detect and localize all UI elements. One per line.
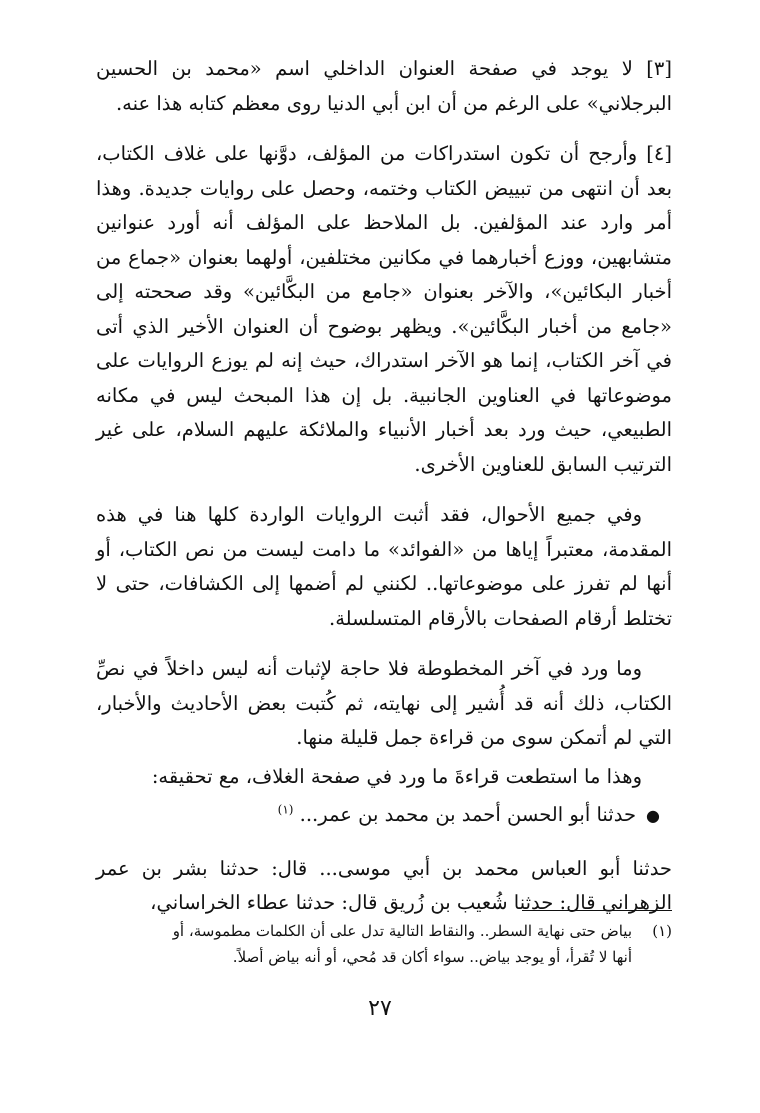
footnote-text-1: بياض حتى نهاية السطر.. والنقاط التالية تدل على أن الكلمات مطموسة، أو	[172, 922, 632, 940]
footnote-line-1	[96, 918, 672, 944]
page-number: ٢٧	[368, 996, 392, 1021]
bullet-text: حدثنا أبو الحسن أحمد بن محمد بن عمر...	[299, 803, 637, 826]
footnote-line-2	[96, 944, 672, 970]
footnote-text-2: أنها لا تُقرأ، أو يوجد بياض.. سواء أكان قد مُحي، أو أنه بياض أصلاً.	[232, 948, 632, 966]
footnote-divider	[522, 910, 672, 911]
paragraph-3: [٣] لا يوجد في صفحة العنوان الداخلي اسم «محمد بن الحسين البرجلاني» على الرغم من أن ابن أبي الدنيا روى معظم كتابه هذا عنه.	[96, 57, 672, 115]
footnotes	[96, 918, 672, 970]
paragraph-5: وفي جميع الأحوال، فقد أثبت الروايات الواردة كلها هنا في هذه المقدمة، معتبراً إياها من «الفوائد» ما دامت ليست من نص الكتاب، أو أنها لم تفرز على موضوعاتها.. لكنني لم أضمها إلى الكشافات، حتى لا تختلط أرقام الصفحات بالأرقام المتسلسلة.	[96, 503, 672, 630]
main-text	[96, 52, 672, 937]
footnote-number: (١)	[652, 922, 672, 940]
paragraph-8: حدثنا أبو العباس محمد بن أبي موسى... قال: حدثنا بشر بن عمر الزهراني قال: حدثنا شُعيب بن زُريق قال: حدثنا عطاء الخراساني،	[96, 856, 672, 914]
bullet-item	[96, 798, 672, 834]
paragraph-4: [٤] وأرجح أن تكون استدراكات من المؤلف، دوَّنها على غلاف الكتاب، بعد أن انتهى من تبييض الكتاب وختمه، وحصل على روايات جديدة. وهذا أمر وارد عند المؤلفين. بل الملاحظ على المؤلف أنه أورد عنوانين متشابهين، ووزع أخبارهما في مكانين مختلفين، أولهما بعنوان «جماع من أخبار البكائين»، والآخر بعنوان «جامع من البكَّائين» وقد صححته إلى «جامع من أخبار البكَّائين». ويظهر بوضوح أن العنوان الأخير الذي أتى في آخر الكتاب، إنما هو الآخر استدراك، حيث إنه لم يوزع الروايات على موضوعاتها في العناوين الجانبية. بل إن هذا المبحث ليس في مكانه الطبيعي، حيث ورد بعد أخبار الأنبياء والملائكة عليهم السلام، على غير الترتيب السابق للعناوين الأخرى.	[96, 142, 672, 476]
paragraph-6: وما ورد في آخر المخطوطة فلا حاجة لإثبات أنه ليس داخلاً في نصِّ الكتاب، ذلك أنه قد أُشير إلى نهايته، ثم كُتبت بعض الأحاديث والأخبار، التي لم أتمكن سوى من قراءة جمل قليلة منها.	[96, 657, 672, 749]
paragraph-7: وهذا ما استطعت قراءةَ ما ورد في صفحة الغلاف، مع تحقيقه:	[151, 764, 642, 788]
bullet-icon: ●	[646, 806, 660, 825]
footnote-reference: (١)	[277, 802, 294, 817]
